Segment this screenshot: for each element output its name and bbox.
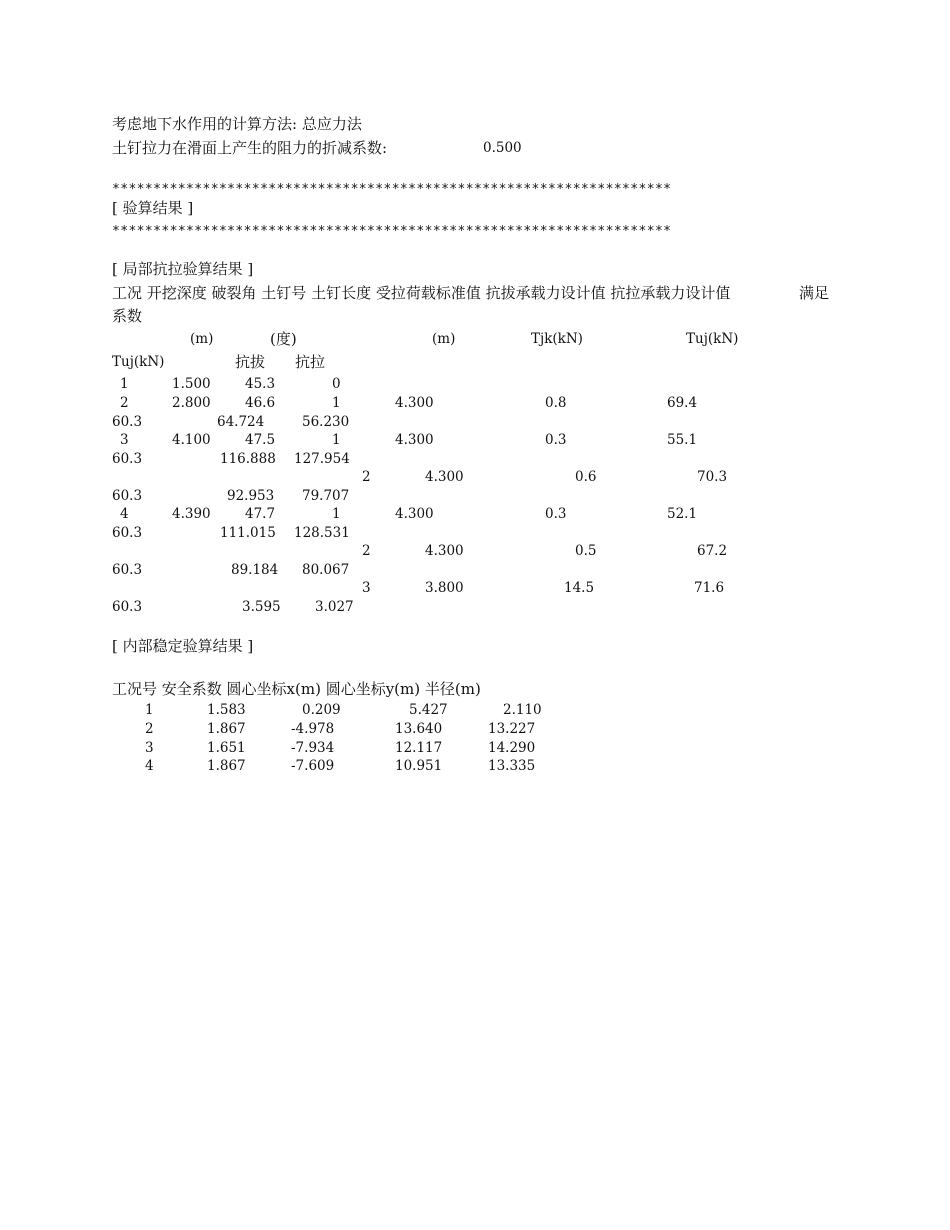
internal-row-safety: 1.583 [207, 702, 246, 718]
groundwater-method-line: 考虑地下水作用的计算方法: 总应力法 [112, 115, 362, 133]
section-title: [ 验算结果 ] [112, 199, 194, 217]
local-row-pullout: 3.595 [242, 599, 281, 615]
internal-row-safety: 1.867 [207, 721, 246, 737]
separator-top: ******************************************************************** [112, 182, 672, 197]
local-row-tuj: 70.3 [697, 469, 728, 485]
internal-row-safety: 1.867 [207, 758, 246, 774]
local-row-pullout: 89.184 [231, 562, 279, 578]
local-row-tensile: 79.707 [302, 488, 350, 504]
internal-row-y: 10.951 [395, 758, 443, 774]
unit-tuj-2: Tuj(kN) [112, 354, 165, 370]
local-row-nail: 0 [332, 376, 341, 392]
local-row-length: 4.300 [425, 469, 464, 485]
internal-row-case: 1 [145, 702, 154, 718]
local-row-pullout: 92.953 [227, 488, 275, 504]
local-row-tensile: 56.230 [302, 414, 350, 430]
internal-row-case: 4 [145, 758, 154, 774]
local-row-angle: 45.3 [245, 376, 276, 392]
local-row-nail: 2 [362, 469, 371, 485]
local-row-tuj: 69.4 [667, 395, 698, 411]
local-row-tensile: 80.067 [302, 562, 350, 578]
local-row-coef: 60.3 [112, 599, 143, 615]
internal-row-x: -7.609 [291, 758, 335, 774]
local-row-length: 4.300 [395, 506, 434, 522]
separator-bottom: ******************************************************************** [112, 224, 672, 239]
local-row-length: 4.300 [425, 543, 464, 559]
internal-row-y: 13.640 [395, 721, 443, 737]
local-row-length: 3.800 [425, 580, 464, 596]
local-row-pullout: 64.724 [217, 414, 265, 430]
unit-tjk: Tjk(kN) [531, 331, 583, 347]
local-row-pullout: 111.015 [220, 525, 276, 541]
internal-row-radius: 13.227 [488, 721, 536, 737]
internal-row-case: 2 [145, 721, 154, 737]
local-check-title: [ 局部抗拉验算结果 ] [112, 260, 254, 278]
internal-row-case: 3 [145, 740, 154, 756]
local-row-pullout: 116.888 [220, 451, 276, 467]
reduction-label: 土钉拉力在滑面上产生的阻力的折减系数: [112, 139, 388, 157]
unit-pullout: 抗拔 [235, 353, 266, 371]
internal-row-x: 0.209 [302, 702, 341, 718]
local-row-tuj: 55.1 [667, 432, 698, 448]
local-row-depth: 2.800 [172, 395, 211, 411]
local-row-coef: 60.3 [112, 525, 143, 541]
unit-depth: (m) [190, 331, 214, 347]
local-row-nail: 1 [332, 432, 341, 448]
local-header-line2: 系数 [112, 307, 143, 325]
unit-angle: (度) [270, 330, 297, 348]
local-row-tuj: 71.6 [694, 580, 725, 596]
local-row-coef: 60.3 [112, 562, 143, 578]
local-row-coef: 60.3 [112, 414, 143, 430]
internal-check-title: [ 内部稳定验算结果 ] [112, 637, 254, 655]
local-row-tensile: 127.954 [294, 451, 350, 467]
local-row-tjk: 0.3 [545, 432, 567, 448]
internal-row-radius: 14.290 [488, 740, 536, 756]
local-header-line1: 工况 开挖深度 破裂角 土钉号 土钉长度 受拉荷载标准值 抗拔承载力设计值 抗拉承载力设计值 [112, 284, 731, 302]
local-row-depth: 4.390 [172, 506, 211, 522]
local-row-tjk: 0.8 [545, 395, 567, 411]
internal-header: 工况号 安全系数 圆心坐标x(m) 圆心坐标y(m) 半径(m) [112, 680, 481, 698]
local-row-length: 4.300 [395, 432, 434, 448]
local-row-case: 1 [120, 376, 129, 392]
local-row-depth: 1.500 [172, 376, 211, 392]
local-row-tjk: 0.6 [575, 469, 597, 485]
unit-tuj: Tuj(kN) [686, 331, 739, 347]
local-row-depth: 4.100 [172, 432, 211, 448]
local-row-case: 4 [120, 506, 129, 522]
local-row-nail: 3 [362, 580, 371, 596]
local-row-tjk: 0.3 [545, 506, 567, 522]
local-row-coef: 60.3 [112, 451, 143, 467]
local-row-coef: 60.3 [112, 488, 143, 504]
local-row-angle: 47.5 [245, 432, 276, 448]
local-row-tuj: 52.1 [667, 506, 698, 522]
local-row-tuj: 67.2 [697, 543, 728, 559]
internal-row-y: 12.117 [395, 740, 443, 756]
local-row-angle: 46.6 [245, 395, 276, 411]
local-row-tjk: 14.5 [564, 580, 595, 596]
local-row-length: 4.300 [395, 395, 434, 411]
local-row-tensile: 128.531 [294, 525, 350, 541]
internal-row-safety: 1.651 [207, 740, 246, 756]
local-row-angle: 47.7 [245, 506, 276, 522]
unit-tensile: 抗拉 [295, 353, 326, 371]
internal-row-x: -7.934 [291, 740, 335, 756]
local-row-nail: 1 [332, 506, 341, 522]
reduction-value: 0.500 [483, 140, 522, 156]
local-row-case: 3 [120, 432, 129, 448]
local-row-nail: 2 [362, 543, 371, 559]
local-header-satisfy: 满足 [799, 284, 830, 302]
local-row-tensile: 3.027 [315, 599, 354, 615]
local-row-case: 2 [120, 395, 129, 411]
internal-row-x: -4.978 [291, 721, 335, 737]
internal-row-radius: 2.110 [503, 702, 542, 718]
local-row-tjk: 0.5 [575, 543, 597, 559]
unit-length: (m) [432, 331, 456, 347]
internal-row-radius: 13.335 [488, 758, 536, 774]
local-row-nail: 1 [332, 395, 341, 411]
internal-row-y: 5.427 [409, 702, 448, 718]
